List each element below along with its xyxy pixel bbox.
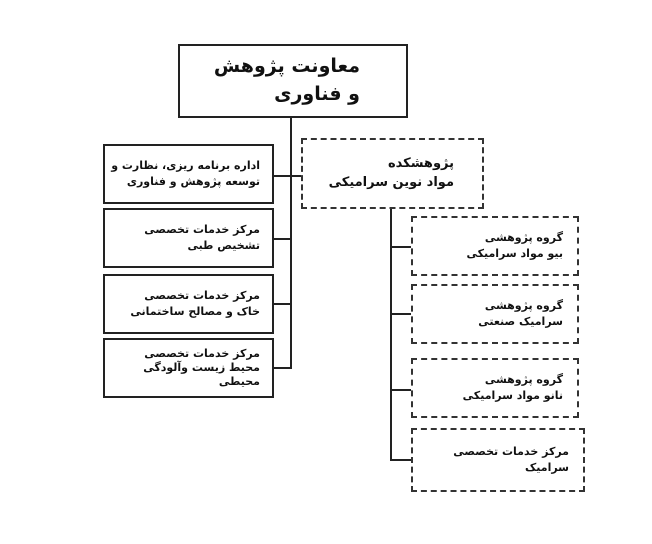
right-unit-bio-line1: گروه پژوهشی xyxy=(484,231,563,245)
right-unit-industrial-line1: گروه پژوهشی xyxy=(484,299,563,313)
connector-right-unit-4 xyxy=(390,459,412,461)
connector-left-unit-4 xyxy=(273,367,292,369)
institute-node xyxy=(301,138,484,209)
right-unit-industrial-line2: سرامیک صنعتی xyxy=(478,315,563,328)
left-unit-medical xyxy=(103,208,274,268)
left-unit-environment-line2: محیط زیست وآلودگی xyxy=(143,360,260,374)
connector-right-unit-3 xyxy=(390,389,412,391)
connector-right-unit-1 xyxy=(390,246,412,248)
left-unit-soil xyxy=(103,274,274,334)
left-unit-soil-line1: مرکز خدمات تخصصی xyxy=(144,289,260,303)
root-node-line1: معاونت پژوهش xyxy=(213,55,360,78)
right-unit-nano-line2: نانو مواد سرامیکی xyxy=(462,389,563,402)
right-unit-ceramic-services-line1: مرکز خدمات تخصصی xyxy=(453,445,569,459)
right-unit-industrial xyxy=(411,284,579,344)
left-unit-medical-line1: مرکز خدمات تخصصی xyxy=(144,223,260,237)
right-unit-nano-line1: گروه پژوهشی xyxy=(484,373,563,387)
right-unit-nano xyxy=(411,358,579,418)
left-unit-environment-line3: محیطی xyxy=(218,375,260,389)
left-unit-planning-line1: اداره برنامه ریزی، نظارت و xyxy=(111,159,260,173)
root-node xyxy=(178,44,408,118)
left-unit-environment xyxy=(103,338,274,398)
left-unit-planning-line2: توسعه پژوهش و فناوری xyxy=(126,175,260,188)
right-unit-ceramic-services xyxy=(411,428,585,492)
left-unit-planning xyxy=(103,144,274,204)
left-unit-medical-line2: تشخیص طبی xyxy=(187,239,260,252)
left-unit-environment-line1: مرکز خدمات تخصصی xyxy=(144,346,260,360)
connector-right-unit-2 xyxy=(390,313,412,315)
left-unit-soil-line2: خاک و مصالح ساختمانی xyxy=(130,305,260,318)
institute-node-line1: پژوهشکده xyxy=(387,155,454,171)
right-unit-ceramic-services-line2: سرامیک xyxy=(525,461,569,474)
right-unit-bio-line2: بیو مواد سرامیکی xyxy=(466,247,563,260)
connector-left-unit-3 xyxy=(273,303,292,305)
root-node-line2: و فناوری xyxy=(274,83,360,105)
connector-left-unit-2 xyxy=(273,238,292,240)
root-trunk-line xyxy=(290,117,292,369)
right-unit-bio xyxy=(411,216,579,276)
institute-node-line2: مواد نوین سرامیکی xyxy=(328,174,454,190)
